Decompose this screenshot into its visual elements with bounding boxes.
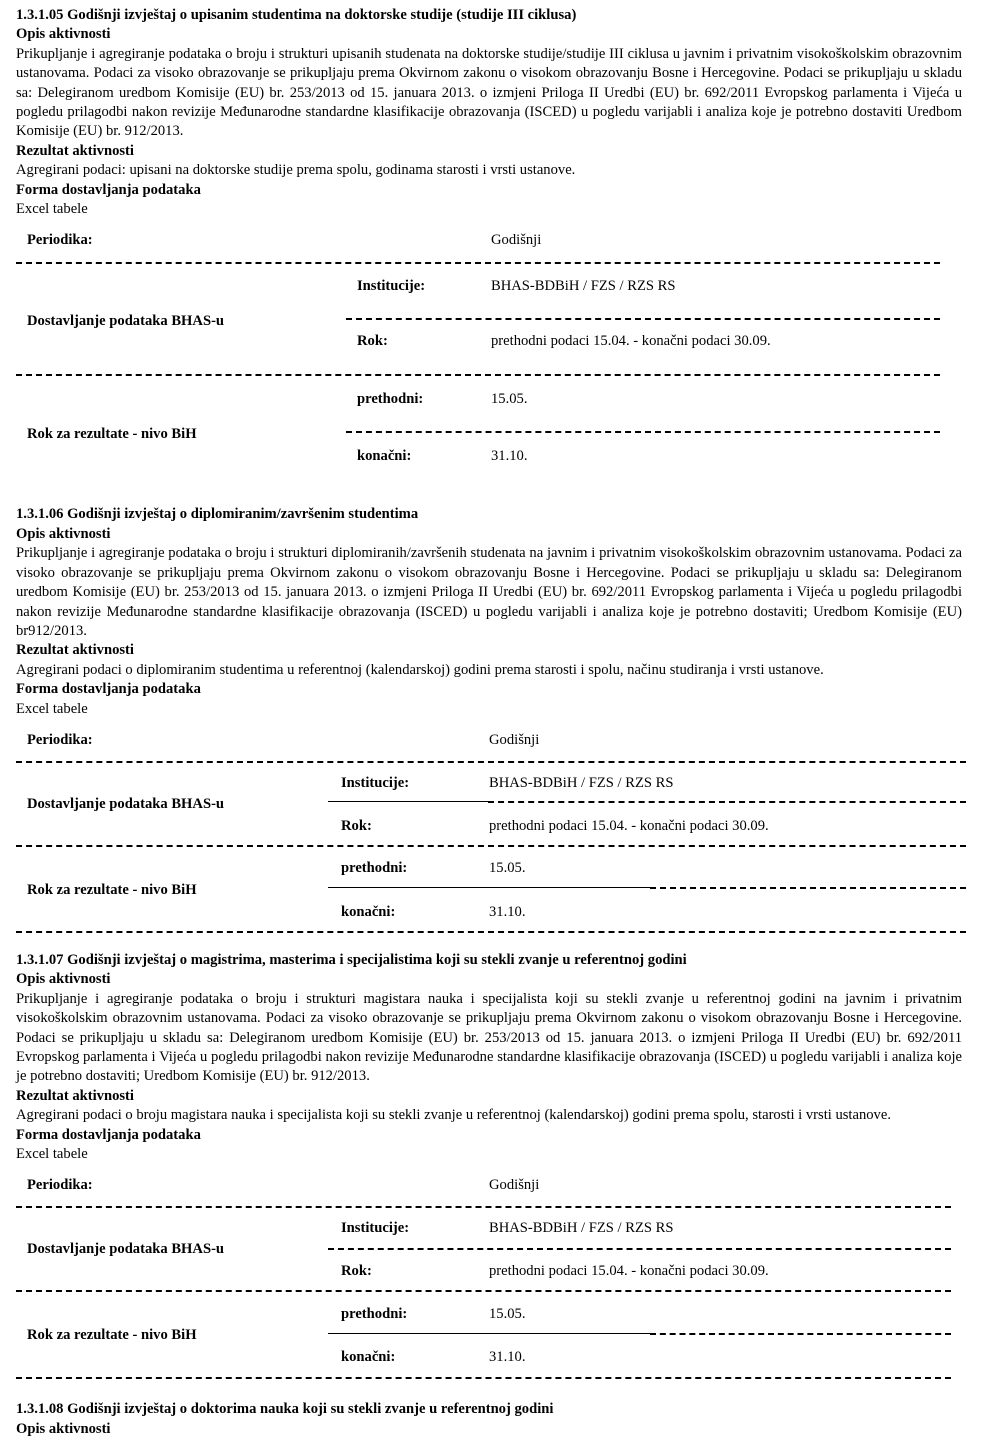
institucije-value: BHAS-BDBiH / FZS / RZS RS (489, 774, 674, 791)
forma-text: Excel tabele (16, 201, 88, 218)
periodika-value: Godišnji (491, 232, 542, 249)
prethodni-value: 15.05. (489, 859, 526, 876)
divider (16, 931, 966, 933)
section-heading: 1.3.1.05 Godišnji izvještaj o upisanim studentima na doktorske studije (studije III ciklusa) (16, 7, 577, 23)
periodika-label: Periodika: (27, 1177, 93, 1194)
rok-value: prethodni podaci 15.04. - konačni podaci 30.09. (489, 817, 769, 834)
institucije-value: BHAS-BDBiH / FZS / RZS RS (491, 278, 676, 295)
divider (16, 374, 940, 376)
prethodni-label: prethodni: (341, 859, 408, 876)
prethodni-value: 15.05. (489, 1306, 526, 1323)
divider (16, 1290, 951, 1292)
rok-value: prethodni podaci 15.04. - konačni podaci 30.09. (491, 333, 771, 350)
rezultat-label: Rezultat aktivnosti (16, 142, 134, 159)
divider (346, 318, 940, 320)
document-page (16, 6, 962, 1439)
konacni-label: konačni: (341, 1349, 396, 1366)
meta-table (16, 1164, 962, 1400)
rok-label: Rok: (357, 333, 388, 350)
section-heading: 1.3.1.07 Godišnji izvještaj o magistrima, masterima i specijalistima koji su stekli zvanje u referentnoj godini (16, 951, 687, 968)
meta-table (16, 219, 962, 505)
divider (16, 845, 966, 847)
periodika-value: Godišnji (489, 731, 540, 748)
section-heading: 1.3.1.08 Godišnji izvještaj o doktorima nauka koji su stekli zvanje u referentnoj godini (16, 1401, 554, 1418)
rezultat-text: Agregirani podaci: upisani na doktorske studije prema spolu, godinama starosti i vrsti ustanove. (16, 162, 576, 179)
rok-value: prethodni podaci 15.04. - konačni podaci 30.09. (489, 1263, 769, 1280)
konacni-label: konačni: (357, 448, 412, 465)
konacni-value: 31.10. (491, 448, 528, 465)
section-1-3-1-05 (16, 6, 962, 505)
rezultat-label: Rezultat aktivnosti (16, 1087, 134, 1104)
prethodni-label: prethodni: (357, 391, 424, 408)
forma-text: Excel tabele (16, 1146, 88, 1162)
dostavljanje-label: Dostavljanje podataka BHAS-u (27, 313, 225, 330)
divider (328, 1333, 650, 1334)
section-1-3-1-08 (16, 1400, 962, 1439)
divider (328, 801, 488, 802)
prethodni-value: 15.05. (491, 391, 528, 408)
konacni-label: konačni: (341, 903, 396, 920)
opis-label: Opis aktivnosti (16, 971, 111, 988)
prethodni-label: prethodni: (341, 1306, 408, 1323)
rezultat-text: Agregirani podaci o diplomiranim studentima u referentnoj (kalendarskoj) godini prema starosti i spolu, načinu studiranja i vrsti ustanove. (16, 661, 824, 678)
rok-rezultate-label: Rok za rezultate - nivo BiH (27, 426, 197, 443)
rok-label: Rok: (341, 1263, 372, 1280)
periodika-value: Godišnji (489, 1177, 540, 1194)
konacni-value: 31.10. (489, 903, 526, 920)
divider (346, 431, 940, 433)
opis-label: Opis aktivnosti (16, 525, 111, 542)
divider (328, 1248, 951, 1250)
meta-table (16, 719, 962, 951)
institucije-label: Institucije: (341, 1220, 410, 1237)
divider (488, 801, 966, 803)
institucije-label: Institucije: (341, 774, 410, 791)
divider (16, 1377, 951, 1379)
opis-label: Opis aktivnosti (16, 1420, 111, 1437)
rezultat-text: Agregirani podaci o broju magistara nauka i specijalista koji su stekli zvanje u referentnoj (kalendarskoj) godini prema spolu, starosti i vrsti ustanove. (16, 1107, 891, 1124)
institucije-label: Institucije: (357, 278, 426, 295)
dostavljanje-label: Dostavljanje podataka BHAS-u (27, 795, 225, 812)
opis-label: Opis aktivnosti (16, 26, 111, 43)
rok-rezultate-label: Rok za rezultate - nivo BiH (27, 881, 197, 898)
opis-text: Prikupljanje i agregiranje podataka o broju i strukturi diplomiranih/završenih studenata na javnim i privatnim visokoškolskim obrazovnim ustanovama. Podaci za visoko obrazovanje se prikupljaju prema Okvirnom zakonu o visokom obrazovanju Bosne i Hercegovine. Podaci se prikupljaju u skladu sa: Delegiranom uredbom Komisije (EU) br. 253/2013 od 15. januara 2013. o izmjeni Priloga II Uredbi (EU) br. 692/2011 Evropskog parlamenta i Vijeća u pogledu prilagodbi nakon revizije Međunarodne standardne klasifikacije obrazovanja (ISCED) u pogledu varijabli i analiza koje je potrebno dostaviti; Uredbom Komisije (EU) br912/2013. (16, 545, 962, 639)
rezultat-label: Rezultat aktivnosti (16, 642, 134, 659)
opis-text: Prikupljanje i agregiranje podataka o broju i strukturi upisanih studenata na doktorske studije/studije III ciklusa u javnim i privatnim visokoškolskim obrazovnim ustanovama. Podaci za visoko obrazovanje se prikupljaju prema Okvirnom zakonu o visokom obrazovanju Bosne i Hercegovine. Podaci se prikupljaju u skladu sa: Delegiranom uredbom Komisije (EU) br. 253/2013 od 15. januara 2013. o izmjeni Priloga II Uredbi (EU) br. 692/2011 Evropskog parlamenta i Vijeća u pogledu prilagodbi nakon revizije Međunarodne standardne klasifikacije obrazovanja (ISCED) u pogledu varijabli i analiza koje je potrebno dostaviti Uredbom Komisije (EU) br. 912/2013. (16, 45, 962, 140)
opis-text: Prikupljanje i agregiranje podataka o broju i strukturi magistara nauka i specijalista koji su stekli zvanje u referentnoj godini na javnim i privatnim visokoškolskim obrazovnim ustanovama. Podaci za visoko obrazovanje se prikupljaju prema Okvirnom zakonu o visokom obrazovanju Bosne i Hercegovine. Podaci se prikupljaju u skladu sa: Delegiranom uredbom Komisije (EU) br. 253/2013 od 15. januara 2013. o izmjeni Priloga II Uredbi (EU) br. 692/2011 Evropskog parlamenta i Vijeća u pogledu prilagodbi nakon revizije Međunarodne standardne klasifikacije obrazovanja (ISCED) u pogledu varijabli i analiza koje je potrebno dostaviti; Uredbom Komisije (EU) br. 912/2013. (16, 990, 962, 1085)
periodika-label: Periodika: (27, 731, 93, 748)
divider (16, 1206, 951, 1208)
dostavljanje-label: Dostavljanje podataka BHAS-u (27, 1241, 225, 1258)
divider (16, 262, 940, 264)
konacni-value: 31.10. (489, 1349, 526, 1366)
rok-rezultate-label: Rok za rezultate - nivo BiH (27, 1327, 197, 1344)
forma-label: Forma dostavljanja podataka (16, 181, 201, 198)
forma-label: Forma dostavljanja podataka (16, 681, 201, 698)
institucije-value: BHAS-BDBiH / FZS / RZS RS (489, 1220, 674, 1237)
divider (650, 1333, 951, 1335)
periodika-label: Periodika: (27, 232, 93, 249)
divider (16, 761, 966, 763)
rok-label: Rok: (341, 817, 372, 834)
divider (328, 887, 650, 888)
section-heading: 1.3.1.06 Godišnji izvještaj o diplomiranim/završenim studentima (16, 506, 419, 523)
forma-label: Forma dostavljanja podataka (16, 1126, 201, 1143)
section-1-3-1-07 (16, 951, 962, 1400)
divider (650, 887, 966, 889)
forma-text: Excel tabele (16, 700, 88, 717)
section-1-3-1-06 (16, 505, 962, 950)
